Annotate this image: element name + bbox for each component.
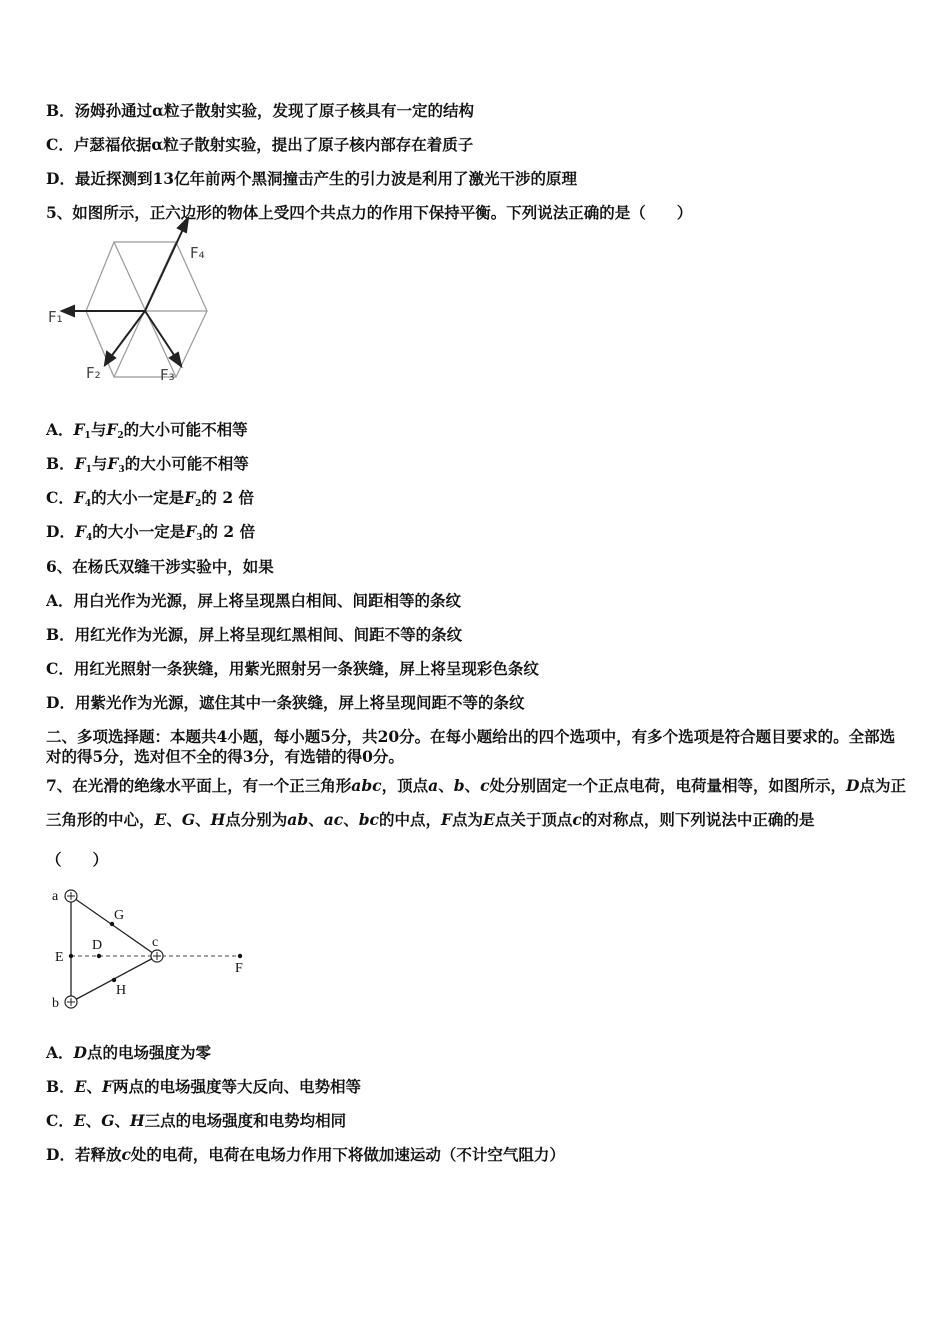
point-f xyxy=(238,954,242,958)
force-arrow-f3 xyxy=(145,311,176,358)
q5-option-a: A．$F_1$与$F_2$的大小可能不相等 xyxy=(46,420,248,441)
label-e: E xyxy=(55,950,64,965)
q6-option-d: D．用紫光作为光源，遮住其中一条狭缝，屏上将呈现间距不等的条纹 xyxy=(46,693,525,712)
q6-option-c: C．用红光照射一条狭缝，用紫光照射另一条狭缝，屏上将呈现彩色条纹 xyxy=(46,659,539,678)
q7-answer-paren: （ ） xyxy=(46,850,109,869)
label-c: c xyxy=(152,935,159,950)
label-g: G xyxy=(114,908,125,923)
label-f3: F₃ xyxy=(160,366,175,384)
force-arrow-f4 xyxy=(145,227,184,311)
q7-option-d: D．若释放c处的电荷，电荷在电场力作用下将做加速运动（不计空气阻力） xyxy=(46,1145,565,1164)
hexagon-force-diagram xyxy=(40,236,230,386)
point-d xyxy=(97,954,101,958)
q6-stem: 6、在杨氏双缝干涉实验中，如果 xyxy=(46,557,274,576)
point-e xyxy=(69,954,73,958)
q5-option-d: D．$F_4$的大小一定是$F_3$的 2 倍 xyxy=(46,522,256,543)
point-h xyxy=(112,978,116,982)
charge-b xyxy=(65,996,77,1008)
force-arrow-f2 xyxy=(110,311,145,358)
label-b: b xyxy=(52,996,59,1011)
triangle-charge-diagram xyxy=(48,884,258,1014)
section-2-heading: 二、多项选择题：本题共4小题，每小题5分，共20分。在每小题给出的四个选项中，有多个选项是符合题目要求的。全部选对的得5分，选对但不全的得3分，有选错的得0分。 xyxy=(46,727,896,766)
label-f2: F₂ xyxy=(86,364,101,382)
charge-a xyxy=(65,890,77,902)
q7-option-a: A．D点的电场强度为零 xyxy=(46,1043,211,1062)
q7-option-b: B．E、F两点的电场强度等大反向、电势相等 xyxy=(46,1077,361,1096)
q6-option-b: B．用红光作为光源，屏上将呈现红黑相间、间距不等的条纹 xyxy=(46,625,463,644)
q7-stem: 7、在光滑的绝缘水平面上，有一个正三角形abc，顶点a、b、c处分别固定一个正点电荷，电荷量相等，如图所示，D点为正三角形的中心，E、G、H点分别为ab、ac、bc的中点，F点为E点关于顶点c的对称点，则下列说法中正确的是 xyxy=(46,776,906,829)
q5-option-c: C．$F_4$的大小一定是$F_2$的 2 倍 xyxy=(46,488,254,509)
charge-c xyxy=(151,950,163,962)
q4-option-b: B．汤姆孙通过α粒子散射实验，发现了原子核具有一定的结构 xyxy=(46,101,475,120)
q5-option-b: B．$F_1$与$F_3$的大小可能不相等 xyxy=(46,454,249,475)
label-a: a xyxy=(52,889,59,904)
q5-stem: 5、如图所示，正六边形的物体上受四个共点力的作用下保持平衡。下列说法正确的是（ ） xyxy=(46,203,693,222)
q7-option-c: C．E、G、H三点的电场强度和电势均相同 xyxy=(46,1111,347,1130)
label-f: F xyxy=(235,961,243,976)
label-h: H xyxy=(116,983,127,998)
label-f1: F₁ xyxy=(48,308,63,326)
label-f4: F₄ xyxy=(190,244,205,262)
label-d: D xyxy=(92,938,103,953)
q6-option-a: A．用白光作为光源，屏上将呈现黑白相间、间距相等的条纹 xyxy=(46,591,462,610)
q4-option-d: D．最近探测到13亿年前两个黑洞撞击产生的引力波是利用了激光干涉的原理 xyxy=(46,169,578,188)
q4-option-c: C．卢瑟福依据α粒子散射实验，提出了原子核内部存在着质子 xyxy=(46,135,474,154)
